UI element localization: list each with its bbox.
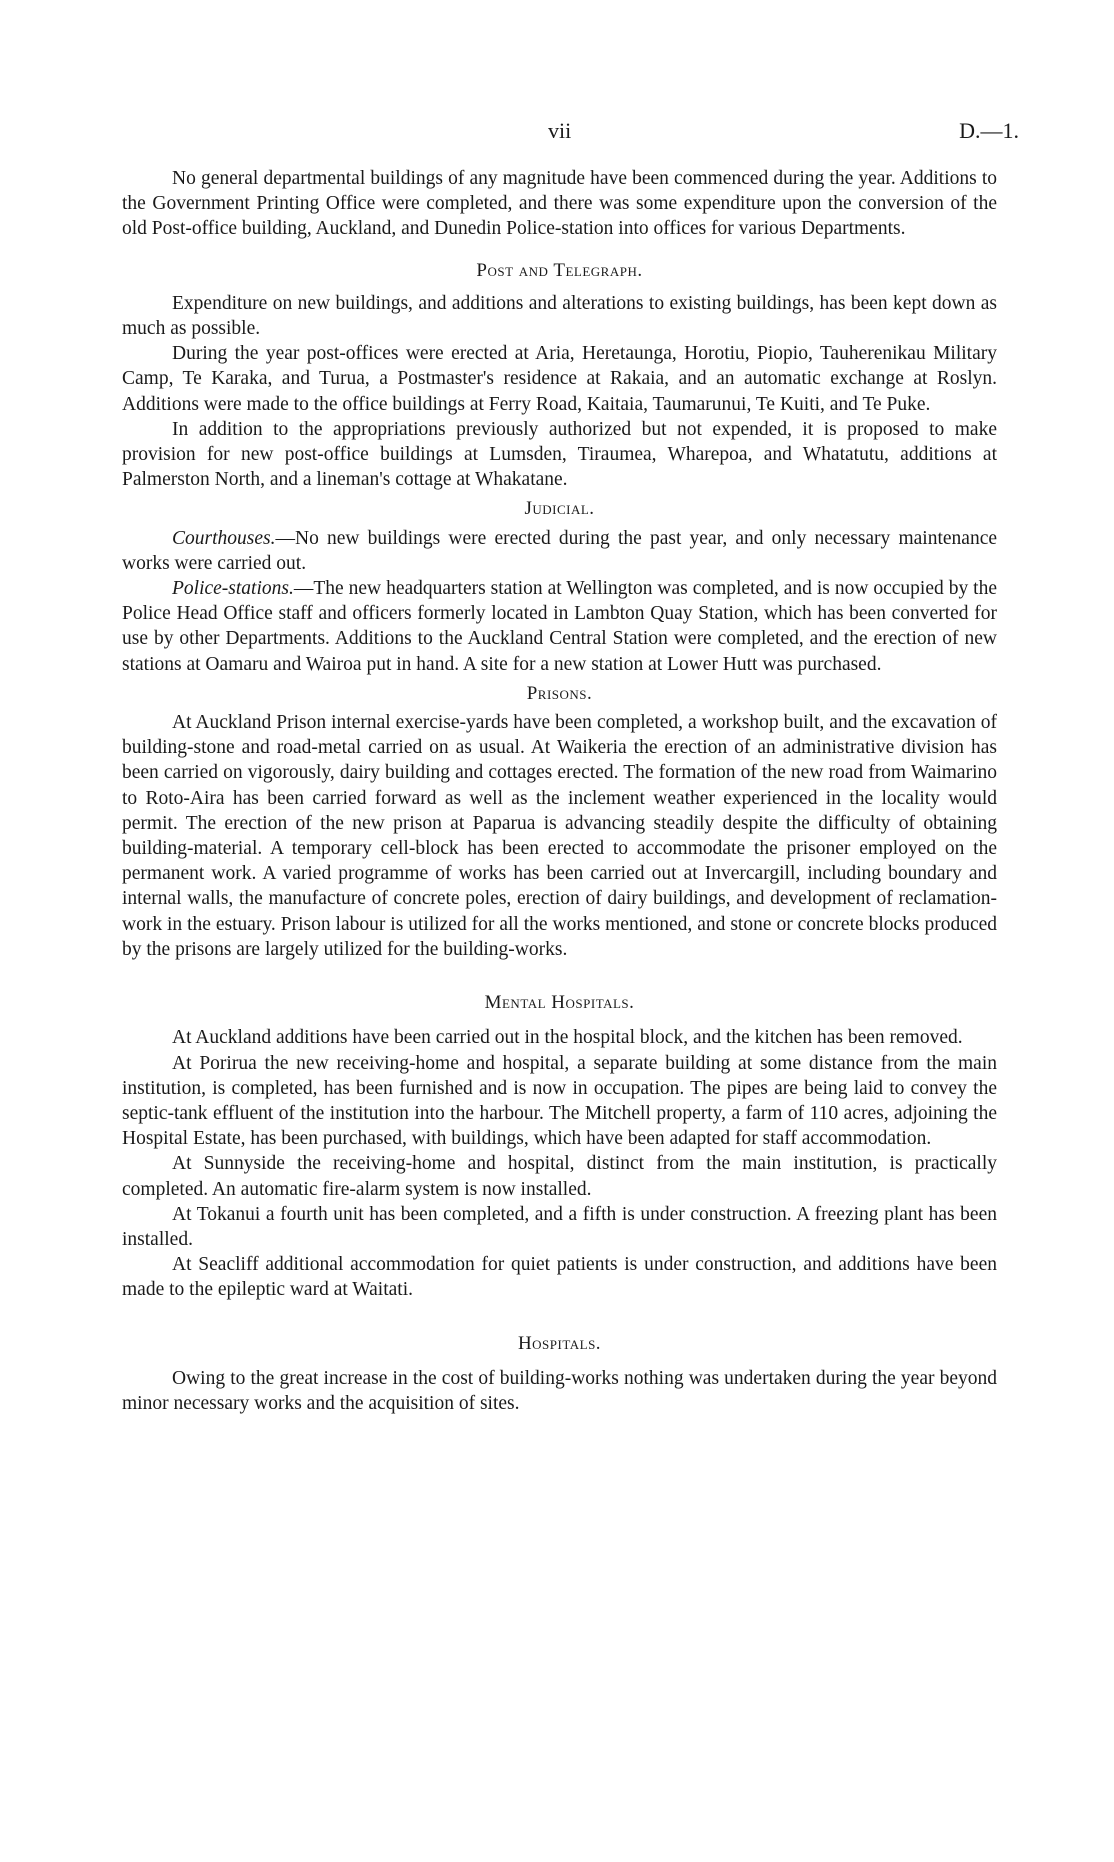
police-stations-text: —The new headquarters station at Wellington was completed, and is now occupied by the Police Head Office staff and officers formerly located in Lambton Quay Station, which has been converted for use by other Departments. Additions to the Auckland Central Station were completed, and the erection of new stations at Oamaru and Wairoa put in hand. A site for a new station at Lower Hutt was purchased.: [122, 578, 997, 675]
post-telegraph-paragraph-2: During the year post-offices were erected at Aria, Heretaunga, Horotiu, Piopio, Tauherenikau Military Camp, Te Karaka, and Turua, a Postmaster's residence at Rakaia, and an automatic exchange at Roslyn. Additions were made to the office buildings at Ferry Road, Kaitaia, Taumarunui, Te Kuiti, and Te Puke.: [122, 343, 997, 415]
post-telegraph-paragraph-3: In addition to the appropriations previously authorized but not expended, it is proposed to make provision for new post-office buildings at Lumsden, Tiraumea, Wharepoa, and Whatatutu, additions at Palmerston North, and a lineman's cottage at Whakatane.: [122, 418, 997, 491]
post-telegraph-paragraph-1: Expenditure on new buildings, and additions and alterations to existing buildings, has been kept down as much as possible.: [122, 292, 997, 340]
document-reference: D.—1.: [959, 118, 1019, 143]
mental-hospitals-paragraph-3: At Sunnyside the receiving-home and hospital, distinct from the main institution, is practically completed. An automatic fire-alarm system is now installed.: [122, 1153, 997, 1200]
judicial-section: [122, 496, 997, 676]
section-heading-prisons: Prisons.: [526, 682, 593, 704]
mental-hospitals-paragraph-5: At Seacliff additional accommodation for quiet patients is under construction, and additions have been made to the epileptic ward at Waitati.: [122, 1254, 997, 1301]
courthouses-label: Courthouses.: [172, 527, 276, 549]
mental-hospitals-paragraph-2: At Porirua the new receiving-home and hospital, a separate building at some distance from the main institution, is completed, has been furnished and is now in occupation. The pipes are being laid to convey the septic-tank effluent of the institution into the harbour. The Mitchell property, a farm of 110 acres, adjoining the Hospital Estate, has been purchased, with buildings, which have been adapted for staff accommodation.: [122, 1052, 997, 1150]
post-telegraph-section: [122, 258, 997, 493]
mental-hospitals-paragraph-1: At Auckland additions have been carried out in the hospital block, and the kitchen has been removed.: [172, 1027, 963, 1049]
page-header: [0, 118, 1114, 148]
intro-paragraph: No general departmental buildings of any magnitude have been commenced during the year. Additions to the Government Printing Office were completed, and there was some expenditure upon the conversion of the old Post-office building, Auckland, and Dunedin Police-station into offices for various Departments.: [122, 168, 997, 240]
prisons-paragraph: At Auckland Prison internal exercise-yards have been completed, a workshop built, and the excavation of building-stone and road-metal carried on as usual. At Waikeria the erection of an administrative division has been carried on vigorously, dairy building and cottages erected. The formation of the new road from Waimarino to Roto-Aira has been carried forward as well as the inclement weather experienced in the locality would permit. The erection of the new prison at Paparua is advancing steadily despite the difficulty of obtaining building-material. A temporary cell-block has been erected to accommodate the prisoner employed on the permanent work. A varied programme of works has been carried out at Invercargill, including boundary and internal walls, the manufacture of concrete poles, erection of dairy buildings, and development of reclamation-work in the estuary. Prison labour is utilized for all the works mentioned, and stone or concrete blocks produced by the prisons are largely utilized for the building-works.: [122, 712, 997, 960]
hospitals-section: [122, 1331, 997, 1417]
hospitals-paragraph: Owing to the great increase in the cost of building-works nothing was undertaken during the year beyond minor necessary works and the acquisition of sites.: [122, 1367, 997, 1414]
intro-section: [122, 166, 997, 242]
police-stations-label: Police-stations.: [172, 578, 294, 600]
mental-hospitals-paragraph-4: At Tokanui a fourth unit has been completed, and a fifth is under construction. A freezing plant has been installed.: [122, 1203, 997, 1250]
mental-hospitals-section: [122, 990, 997, 1302]
section-heading-mental-hospitals: Mental Hospitals.: [484, 992, 635, 1014]
prisons-section: [122, 681, 997, 962]
police-stations-paragraph: [122, 576, 997, 677]
courthouses-text: —No new buildings were erected during the past year, and only necessary maintenance works were carried out.: [122, 527, 997, 574]
section-heading-judicial: Judicial.: [524, 498, 595, 520]
page-number: vii: [548, 118, 572, 143]
section-heading-hospitals: Hospitals.: [517, 1332, 602, 1354]
courthouses-paragraph: [122, 526, 997, 576]
document-body: [122, 166, 997, 1416]
section-heading-post-telegraph: Post and Telegraph.: [476, 259, 643, 281]
